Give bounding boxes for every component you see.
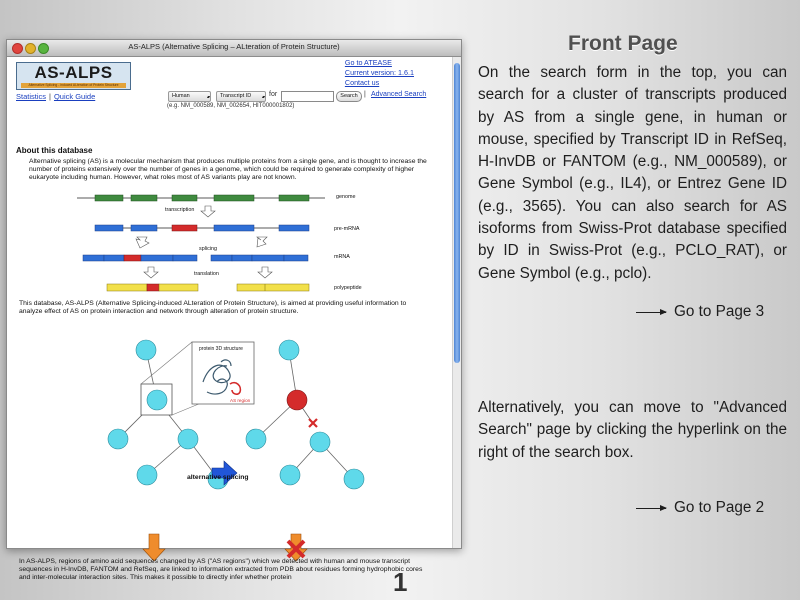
vertical-scrollbar[interactable] [452, 57, 461, 548]
right-node-bottom-left [280, 465, 300, 485]
go-to-page-2-label: Go to Page 2 [674, 499, 765, 516]
logo-text: AS-ALPS [34, 63, 113, 82]
statistics-link[interactable]: Statistics [16, 92, 47, 101]
right-arrow-icon [636, 312, 666, 313]
splicing-arrow-right [257, 237, 267, 247]
mrna1-exon-4 [141, 255, 173, 261]
transcription-label: transcription [165, 207, 195, 213]
go-to-atease-link[interactable]: Go to ATEASE [344, 58, 392, 67]
network-alteration-diagram [7, 322, 453, 552]
nav-separator: | [49, 92, 51, 101]
left-node-top [136, 340, 156, 360]
left-node-left [108, 429, 128, 449]
polypeptide-1-as-region [147, 284, 159, 291]
translation-arrow-right [258, 267, 272, 278]
left-node-center [147, 390, 167, 410]
translation-arrow-left [144, 267, 158, 278]
mrna1-exon-5 [173, 255, 197, 261]
right-node-altered [287, 390, 307, 410]
as-region-label: AS region [230, 398, 251, 403]
premrna-exon-5 [279, 225, 309, 231]
genome-exon-5 [279, 195, 309, 201]
search-button[interactable]: Search [336, 91, 362, 102]
genome-exon-4 [214, 195, 254, 201]
premrna-label: pre-mRNA [334, 226, 360, 232]
left-node-bottom-left [137, 465, 157, 485]
as-alps-description-paragraph: In AS-ALPS, regions of amino acid sequences changed by AS ("AS regions") which we detected with human and mouse transcript sequences in H-InvDB, FANTOM and RefSeq, are linked to information extracted from PDB about residues forming hydrophobic cores and inter-molecular interaction sites. This makes it possible to directly infer whether protein [19, 558, 423, 582]
contact-us-link[interactable]: Contact us [344, 78, 380, 87]
search-input[interactable] [281, 91, 334, 102]
scrollbar-thumb[interactable] [454, 63, 460, 363]
mrna-label: mRNA [334, 254, 350, 260]
mrna2-exon-2 [232, 255, 252, 261]
as-alps-logo[interactable] [16, 62, 131, 90]
window-titlebar[interactable] [7, 40, 461, 57]
mrna1-exon-2 [104, 255, 124, 261]
slide-title: Front Page [568, 32, 678, 55]
polypeptide-1-a [107, 284, 147, 291]
id-type-select[interactable]: Transcript ID ▴▾ [216, 91, 266, 102]
polypeptide-1-b [159, 284, 198, 291]
right-node-right [310, 432, 330, 452]
page-content [7, 57, 453, 582]
search-separator: | [364, 91, 366, 98]
splicing-arrow-left [136, 237, 149, 248]
genome-exon-3 [172, 195, 197, 201]
protein-3d-label: protein 3D structure [199, 346, 243, 352]
slide-body-search: On the search form in the top, you can search for a cluster of transcripts produced by AS from a single gene, in human or mouse, specified by Transcript ID in RefSeq, H-InvDB or FANTOM (e.g., NM_000589), or Gene Symbol (e.g., IL4), or Entrez Gene ID (e.g., 3565). You can also search for AS isoforms from Swiss-Prot database specified by ID in Swiss-Prot (e.g., PCLO_RAT), or Gene Symbol (e.g., pclo). [478, 64, 787, 282]
mrna2-exon-4 [284, 255, 308, 261]
right-arrow-icon [636, 508, 666, 509]
alternative-splicing-label: alternative splicing [187, 474, 249, 481]
current-version-link[interactable]: Current version: 1.6.1 [344, 68, 414, 77]
go-to-page-3[interactable] [636, 303, 764, 321]
genome-exon-1 [95, 195, 123, 201]
page-number: 1 [393, 567, 408, 597]
left-node-right [178, 429, 198, 449]
result-arrow-left [143, 534, 165, 561]
right-node-left [246, 429, 266, 449]
top-links [345, 58, 414, 88]
polypeptide-2 [237, 284, 309, 291]
window-title: AS-ALPS (Alternative Splicing – ALteration of Protein Structure) [128, 42, 340, 51]
search-example: (e.g. NM_000589, NM_002654, HIT000001802) [167, 103, 295, 109]
splicing-label: splicing [199, 246, 217, 252]
go-to-page-3-label: Go to Page 3 [674, 303, 765, 320]
polypeptide-label: polypeptide [334, 285, 362, 291]
logo-subtitle: Alternative Splicing - induced ALteration of Protein Structure [21, 83, 126, 88]
go-to-page-2[interactable] [636, 499, 764, 517]
mrna1-exon-3 [124, 255, 141, 261]
premrna-exon-2 [131, 225, 157, 231]
mrna2-exon-1 [211, 255, 232, 261]
database-aim-paragraph: This database, AS-ALPS (Alternative Splicing-induced ALteration of Protein Structure), is aimed at providing useful information to analyze effect of AS on protein interaction and network through alteration of protein structure. [19, 300, 407, 316]
intro-paragraph: Alternative splicing (AS) is a molecular mechanism that produces multiple proteins from a single gene, and is thought to increase the number of proteins extensively over the number of genes in a genome, which could be required to generate complexity of higher eukaryote including human. However, what roles most of AS variants play are not known. [29, 158, 427, 182]
quick-guide-link[interactable]: Quick Guide [53, 92, 96, 101]
translation-label: translation [194, 271, 219, 277]
nav-links [16, 92, 95, 101]
mrna1-exon-1 [83, 255, 104, 261]
browser-window [6, 39, 462, 582]
species-select[interactable]: Human ▴▾ [168, 91, 211, 102]
premrna-exon-1 [95, 225, 123, 231]
premrna-exon-4 [214, 225, 254, 231]
advanced-search-link[interactable]: Advanced Search [371, 91, 427, 98]
premrna-exon-3 [172, 225, 197, 231]
genome-label: genome [336, 194, 356, 200]
right-node-top [279, 340, 299, 360]
mrna2-exon-3 [252, 255, 284, 261]
right-node-bottom-right [344, 469, 364, 489]
genome-exon-2 [131, 195, 157, 201]
transcription-arrow [201, 206, 215, 217]
for-label: for [269, 91, 278, 98]
about-heading: About this database [16, 146, 93, 155]
broken-link-icon [309, 419, 317, 427]
slide-body-advanced: Alternatively, you can move to "Advanced Search" page by clicking the hyperlink on the right of the search box. [478, 399, 787, 461]
